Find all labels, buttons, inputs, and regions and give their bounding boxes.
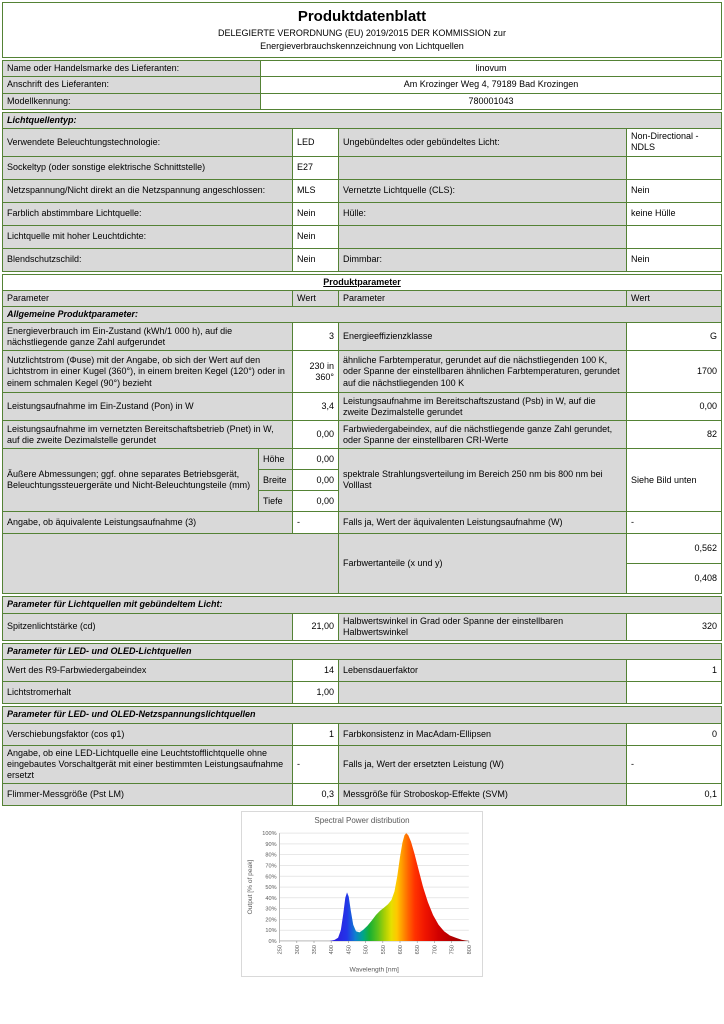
spectral-distribution-value: Siehe Bild unten [627,449,722,512]
useful-luminous-flux-row [3,351,722,393]
param-label: Energieverbrauch im Ein-Zustand (kWh/1 000 h), auf die nächstliegende ganze Zahl aufgerundet [3,323,293,351]
energy-consumption-row [3,323,722,351]
param-label [339,156,627,179]
dimension-width-value: 0,00 [293,470,339,491]
dimension-depth-value: 0,00 [293,491,339,512]
model-id-label: Modellkennung: [3,93,261,109]
dimension-depth-label: Tiefe [259,491,293,512]
svg-text:90%: 90% [265,842,277,849]
column-header-row [3,290,722,306]
anti-glare-row [3,248,722,271]
empty-cell [3,534,339,594]
param-label: Spitzenlichtstärke (cd) [3,613,293,641]
param-label: Falls ja, Wert der ersetzten Leistung (W) [339,745,627,784]
technology-row [3,129,722,157]
column-header-parameter: Parameter [3,290,293,306]
svg-text:0%: 0% [268,939,277,946]
svg-text:50%: 50% [265,885,277,892]
param-value: 0,00 [627,393,722,421]
networked-standby-row [3,421,722,449]
param-label: Ungebündeltes oder gebündeltes Licht: [339,129,627,157]
column-header-wert: Wert [293,290,339,306]
param-label: Sockeltyp (oder sonstige elektrische Schnittstelle) [3,156,293,179]
param-label: Netzspannung/Nicht direkt an die Netzspannung angeschlossen: [3,179,293,202]
svg-text:550: 550 [380,945,387,955]
param-value [627,225,722,248]
power-on-mode-row [3,393,722,421]
param-label: ähnliche Farbtemperatur, gerundet auf die nächstliegenden 100 K, oder Spanne der einstellbaren ähnlichen Farbtemperaturen, gerundet auf die nächstliegenden 100 K [339,351,627,393]
document-header [2,2,722,58]
param-value: Nein [293,225,339,248]
section-header-row [3,597,722,613]
param-label: Dimmbar: [339,248,627,271]
param-label: Flimmer-Messgröße (Pst LM) [3,784,293,806]
section-header-row [3,644,722,660]
param-label: Verwendete Beleuchtungstechnologie: [3,129,293,157]
param-label: Lichtstromerhalt [3,682,293,704]
chromaticity-y-value: 0,408 [627,564,722,594]
supplier-name-label: Name oder Handelsmarke des Lieferanten: [3,61,261,77]
chart-x-axis-label: Wavelength [nm] [349,966,399,974]
mains-voltage-row [3,179,722,202]
param-label: Wert des R9-Farbwiedergabeindex [3,660,293,682]
param-label: Blendschutzschild: [3,248,293,271]
spectral-distribution-label: spektrale Strahlungsverteilung im Bereich 250 nm bis 800 nm bei Volllast [339,449,627,512]
param-value: 1,00 [293,682,339,704]
equivalent-power-row [3,512,722,534]
param-label: Leistungsaufnahme im Ein-Zustand (Pon) in W [3,393,293,421]
mains-led-oled-table [2,706,722,806]
supplier-address-label: Anschrift des Lieferanten: [3,77,261,93]
product-parameters-title [3,274,722,290]
high-luminance-row [3,225,722,248]
svg-text:40%: 40% [265,896,277,903]
param-label [339,225,627,248]
param-value: 82 [627,421,722,449]
supplier-name-value: linovum [261,61,722,77]
model-id-value: 780001043 [261,93,722,109]
general-parameters-header-row [3,307,722,323]
dimensions-label: Äußere Abmessungen; ggf. ohne separates Betriebsgerät, Beleuchtungssteuergeräte und Nicht-Beleuchtungsteile (mm) [3,449,259,512]
regulation-subtitle: DELEGIERTE VERORDNUNG (EU) 2019/2015 DER KOMMISSION zur [218,28,506,38]
dimension-height-label: Höhe [259,449,293,470]
param-label: Farblich abstimmbare Lichtquelle: [3,202,293,225]
colour-tunable-row [3,202,722,225]
svg-text:500: 500 [363,945,370,955]
param-value: 14 [293,660,339,682]
param-value: Nein [627,179,722,202]
param-value: MLS [293,179,339,202]
param-label: Hülle: [339,202,627,225]
spectral-chart-container [241,811,483,977]
param-label: Verschiebungsfaktor (cos φ1) [3,723,293,745]
svg-text:300: 300 [294,945,301,955]
param-label: Energieeffizienzklasse [339,323,627,351]
spectral-power-chart [245,827,479,976]
param-label: Falls ja, Wert der äquivalenten Leistungsaufnahme (W) [339,512,627,534]
param-label: Leistungsaufnahme im vernetzten Bereitschaftsbetrieb (Pnet) in W, auf die zweite Dezimalstelle gerundet [3,421,293,449]
svg-text:400: 400 [329,945,336,955]
svg-text:800: 800 [466,945,473,955]
param-label: Halbwertswinkel in Grad oder Spanne der einstellbaren Halbwertswinkel [339,613,627,641]
section-title: Lichtquellentyp: [3,112,722,128]
peak-intensity-row [3,613,722,641]
param-value: - [293,512,339,534]
r9-index-row [3,660,722,682]
param-label: Messgröße für Stroboskop-Effekte (SVM) [339,784,627,806]
param-value: Non-Directional - NDLS [627,129,722,157]
supplier-name-row [3,61,722,77]
param-label: Lebensdauerfaktor [339,660,627,682]
regulation-subtitle-2: Energieverbrauchskennzeichnung von Lichtquellen [260,40,464,51]
param-label: Lichtquelle mit hoher Leuchtdichte: [3,225,293,248]
param-value: - [293,745,339,784]
param-label: Vernetzte Lichtquelle (CLS): [339,179,627,202]
directional-light-table [2,596,722,641]
svg-text:350: 350 [312,945,319,955]
param-label [339,682,627,704]
section-title: Allgemeine Produktparameter: [3,307,722,323]
supplier-address-row [3,77,722,93]
param-value: 0,3 [293,784,339,806]
param-value: - [627,512,722,534]
param-value: 3,4 [293,393,339,421]
param-label: Farbkonsistenz in MacAdam-Ellipsen [339,723,627,745]
param-value: Nein [293,202,339,225]
dimension-width-label: Breite [259,470,293,491]
param-label: Leistungsaufnahme im Bereitschaftszustand (Psb) in W, auf die zweite Dezimalstelle gerundet [339,393,627,421]
fluorescent-replacement-row [3,745,722,784]
product-parameters-title-row [3,274,722,290]
flicker-metric-row [3,784,722,806]
svg-text:250: 250 [277,945,284,955]
socket-type-row [3,156,722,179]
param-value [627,156,722,179]
dimensions-height-row [3,449,722,470]
section-title: Parameter für LED- und OLED-Netzspannungslichtquellen [3,707,722,723]
dimension-height-value: 0,00 [293,449,339,470]
section-header-row [3,707,722,723]
svg-text:10%: 10% [265,928,277,935]
svg-text:30%: 30% [265,907,277,914]
param-value: 3 [293,323,339,351]
svg-text:700: 700 [432,945,439,955]
svg-text:650: 650 [415,945,422,955]
section-title: Parameter für LED- und OLED-Lichtquellen [3,644,722,660]
svg-text:70%: 70% [265,863,277,870]
product-parameters-title-text: Produktparameter [323,276,401,287]
chart-title: Spectral Power distribution [314,816,410,826]
param-value: LED [293,129,339,157]
param-value: 1 [293,723,339,745]
param-label: Farbwiedergabeindex, auf die nächstliegende ganze Zahl gerundet, oder Spanne der einstellbaren CRI-Werte [339,421,627,449]
param-value: 0,00 [293,421,339,449]
section-header-row [3,112,722,128]
product-parameters-table [2,274,722,595]
displacement-factor-row [3,723,722,745]
param-value: 21,00 [293,613,339,641]
column-header-wert: Wert [627,290,722,306]
supplier-address-value: Am Krozinger Weg 4, 79189 Bad Krozingen [261,77,722,93]
svg-text:100%: 100% [262,831,277,838]
param-label: Angabe, ob äquivalente Leistungsaufnahme (3) [3,512,293,534]
chromaticity-x-value: 0,562 [627,534,722,564]
param-value: 230 in 360° [293,351,339,393]
param-value: 0,1 [627,784,722,806]
svg-text:60%: 60% [265,874,277,881]
chromaticity-label: Farbwertanteile (x und y) [339,534,627,594]
section-title: Parameter für Lichtquellen mit gebündeltem Licht: [3,597,722,613]
supplier-table [2,60,722,110]
param-value: Nein [627,248,722,271]
svg-text:20%: 20% [265,917,277,924]
svg-text:600: 600 [398,945,405,955]
param-value: E27 [293,156,339,179]
chromaticity-x-row [3,534,722,564]
param-value [627,682,722,704]
param-value: keine Hülle [627,202,722,225]
led-oled-table [2,643,722,704]
svg-text:750: 750 [449,945,456,955]
param-value: Nein [293,248,339,271]
svg-text:450: 450 [346,945,353,955]
param-label: Angabe, ob eine LED-Lichtquelle eine Leuchtstofflichtquelle ohne eingebautes Vorschaltgerät mit einer bestimmten Leistungsaufnahme ersetzt [3,745,293,784]
column-header-parameter: Parameter [339,290,627,306]
param-value: 1 [627,660,722,682]
chart-y-axis-label: Output [% of peak] [247,860,255,915]
param-value: 1700 [627,351,722,393]
page-title: Produktdatenblatt [297,8,427,25]
param-value: G [627,323,722,351]
param-label: Nutzlichtstrom (Φuse) mit der Angabe, ob sich der Wert auf den Lichtstrom in einer Kugel (360°), in einem breiten Kegel (120°) oder in einem schmalen Kegel (90°) bezieht [3,351,293,393]
light-source-type-table [2,112,722,272]
lumen-maintenance-row [3,682,722,704]
svg-text:80%: 80% [265,853,277,860]
param-value: - [627,745,722,784]
param-value: 0 [627,723,722,745]
model-id-row [3,93,722,109]
param-value: 320 [627,613,722,641]
